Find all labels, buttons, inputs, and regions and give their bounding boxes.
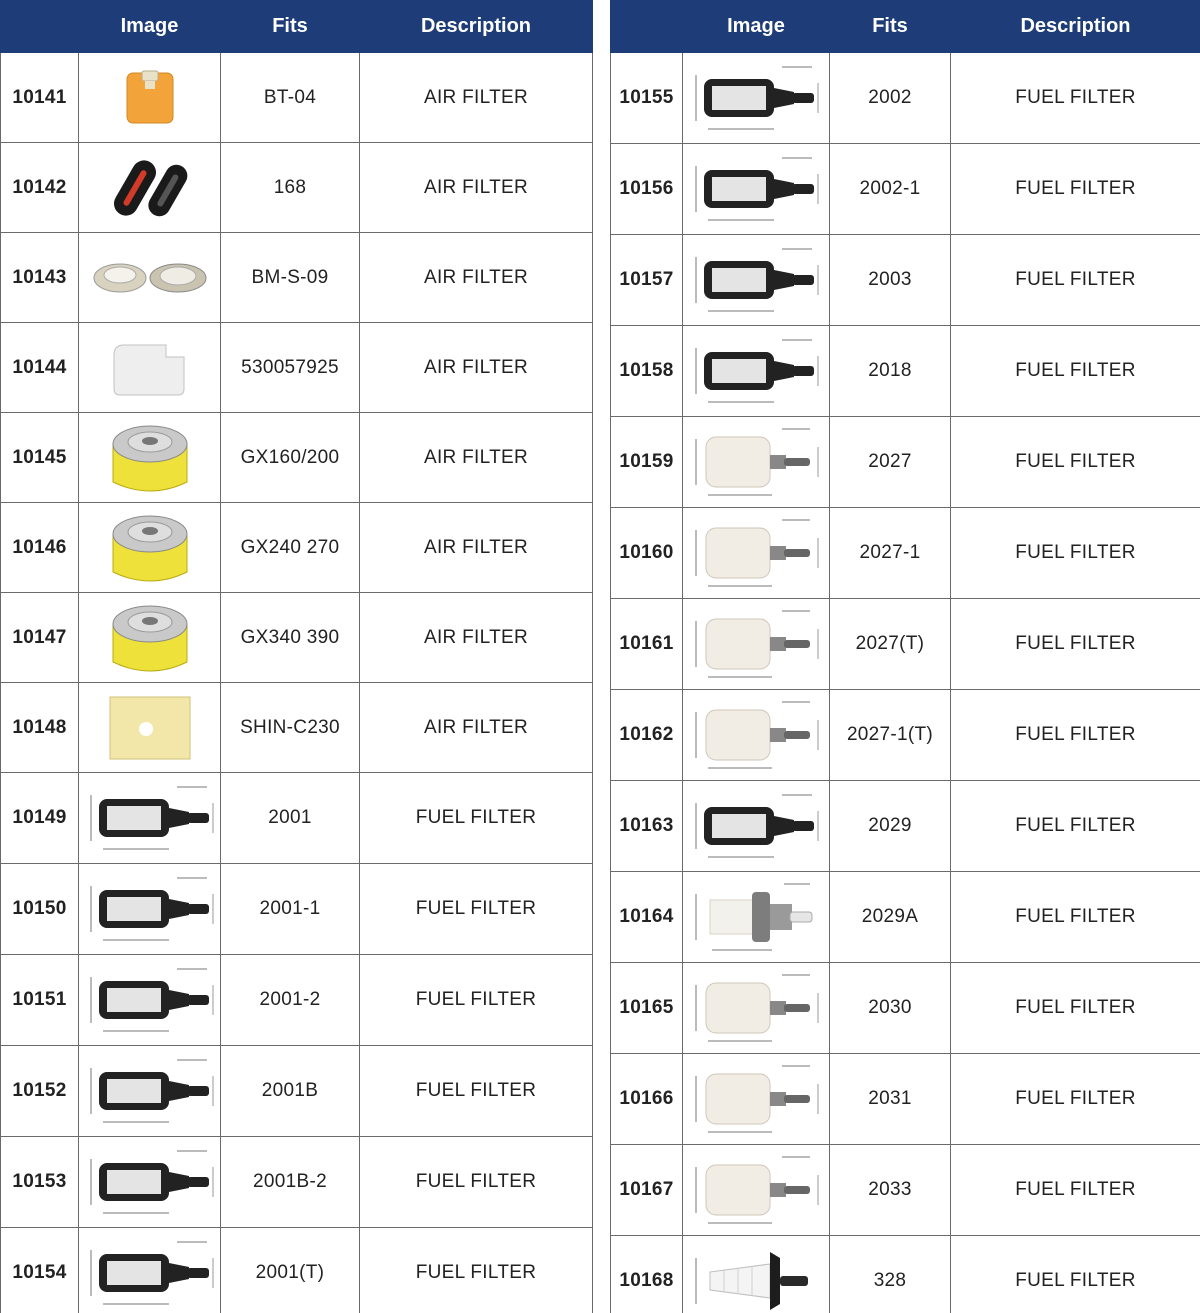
pleated-fuel-filter-icon (685, 1238, 827, 1313)
table-row (611, 508, 1200, 599)
product-description: FUEL FILTER (951, 1145, 1200, 1236)
product-fits: 2029A (830, 872, 951, 963)
mesh-fuel-filter-icon (81, 1048, 218, 1134)
product-code: 10163 (611, 781, 683, 872)
product-description: FUEL FILTER (360, 1137, 593, 1228)
product-code: 10162 (611, 690, 683, 781)
header-description: Description (360, 1, 593, 53)
product-code: 10160 (611, 508, 683, 599)
product-image-cell (683, 235, 830, 326)
mesh-fuel-filter-icon (685, 55, 827, 141)
product-description: FUEL FILTER (951, 1054, 1200, 1145)
product-fits: 2033 (830, 1145, 951, 1236)
mesh-fuel-filter-icon (81, 775, 218, 861)
product-fits: BT-04 (221, 53, 360, 143)
mesh-fuel-filter-icon (81, 957, 218, 1043)
product-fits: 328 (830, 1236, 951, 1313)
product-image-cell (79, 955, 221, 1046)
product-fits: GX340 390 (221, 593, 360, 683)
product-code: 10168 (611, 1236, 683, 1313)
felt-fuel-filter-icon (685, 1147, 827, 1233)
table-row (611, 1054, 1200, 1145)
header-row (1, 1, 593, 53)
header-fits: Fits (830, 1, 951, 53)
product-description: FUEL FILTER (360, 864, 593, 955)
square-foam-air-filter-icon (81, 63, 218, 133)
product-image-cell (683, 53, 830, 144)
product-description: AIR FILTER (360, 413, 593, 503)
header-code (1, 1, 79, 53)
felt-fuel-filter-icon (685, 510, 827, 596)
product-code: 10164 (611, 872, 683, 963)
table-row (1, 773, 593, 864)
product-description: FUEL FILTER (951, 690, 1200, 781)
product-description: FUEL FILTER (360, 773, 593, 864)
mesh-fuel-filter-icon (81, 1230, 218, 1313)
header-code (611, 1, 683, 53)
product-fits: 168 (221, 143, 360, 233)
product-code: 10151 (1, 955, 79, 1046)
table-row (1, 503, 593, 593)
product-image-cell (683, 1145, 830, 1236)
table-row (1, 955, 593, 1046)
table-row (611, 53, 1200, 144)
product-code: 10157 (611, 235, 683, 326)
white-felt-air-filter-icon (81, 333, 218, 403)
product-description: AIR FILTER (360, 503, 593, 593)
product-fits: 2001-1 (221, 864, 360, 955)
catalog-table-right (610, 0, 1200, 1313)
product-image-cell (683, 781, 830, 872)
product-description: AIR FILTER (360, 233, 593, 323)
table-row (611, 872, 1200, 963)
product-description: FUEL FILTER (951, 781, 1200, 872)
product-code: 10142 (1, 143, 79, 233)
product-code: 10147 (1, 593, 79, 683)
felt-fuel-filter-icon (685, 419, 827, 505)
product-fits: 2027 (830, 417, 951, 508)
felt-fuel-filter-icon (685, 965, 827, 1051)
table-row (1, 1137, 593, 1228)
mesh-fuel-filter-icon (685, 146, 827, 232)
product-image-cell (79, 323, 221, 413)
product-description: FUEL FILTER (951, 872, 1200, 963)
felt-fuel-filter-icon (685, 601, 827, 687)
product-code: 10144 (1, 323, 79, 413)
catalog-table-left (0, 0, 593, 1313)
product-image-cell (683, 508, 830, 599)
product-code: 10166 (611, 1054, 683, 1145)
product-image-cell (79, 143, 221, 233)
product-fits: 2003 (830, 235, 951, 326)
product-image-cell (683, 1236, 830, 1313)
product-code: 10143 (1, 233, 79, 323)
product-code: 10158 (611, 326, 683, 417)
product-description: AIR FILTER (360, 53, 593, 143)
product-code: 10146 (1, 503, 79, 593)
cylinder-air-filter-icon (81, 416, 218, 500)
header-row (611, 1, 1200, 53)
product-description: FUEL FILTER (360, 1228, 593, 1313)
product-code: 10167 (611, 1145, 683, 1236)
product-image-cell (79, 683, 221, 773)
product-code: 10152 (1, 1046, 79, 1137)
product-code: 10154 (1, 1228, 79, 1313)
product-fits: 2002 (830, 53, 951, 144)
product-image-cell (79, 1137, 221, 1228)
product-code: 10156 (611, 144, 683, 235)
table-row (611, 144, 1200, 235)
product-description: FUEL FILTER (951, 326, 1200, 417)
product-image-cell (683, 144, 830, 235)
product-image-cell (683, 326, 830, 417)
mesh-fuel-filter-icon (81, 866, 218, 952)
rows-right (611, 53, 1200, 1313)
product-image-cell (683, 872, 830, 963)
product-image-cell (79, 413, 221, 503)
table-row (1, 593, 593, 683)
product-fits: 2001B-2 (221, 1137, 360, 1228)
product-image-cell (79, 53, 221, 143)
product-fits: 2027(T) (830, 599, 951, 690)
product-fits: GX240 270 (221, 503, 360, 593)
header-description: Description (951, 1, 1200, 53)
product-fits: BM-S-09 (221, 233, 360, 323)
product-description: FUEL FILTER (951, 963, 1200, 1054)
product-code: 10149 (1, 773, 79, 864)
product-description: FUEL FILTER (951, 599, 1200, 690)
product-description: FUEL FILTER (951, 144, 1200, 235)
product-image-cell (79, 503, 221, 593)
product-image-cell (683, 1054, 830, 1145)
product-description: AIR FILTER (360, 323, 593, 413)
table-row (1, 413, 593, 503)
product-code: 10155 (611, 53, 683, 144)
table-row (611, 1145, 1200, 1236)
product-fits: 2027-1(T) (830, 690, 951, 781)
product-description: AIR FILTER (360, 143, 593, 233)
product-fits: 2002-1 (830, 144, 951, 235)
product-image-cell (683, 417, 830, 508)
product-fits: 2031 (830, 1054, 951, 1145)
product-fits: 530057925 (221, 323, 360, 413)
round-cup-air-filter-icon (81, 248, 218, 308)
product-image-cell (79, 593, 221, 683)
table-row (611, 963, 1200, 1054)
product-fits: 2029 (830, 781, 951, 872)
table-row (1, 864, 593, 955)
product-fits: 2018 (830, 326, 951, 417)
oval-air-filter-icon (81, 148, 218, 228)
product-code: 10141 (1, 53, 79, 143)
felt-disc-fuel-filter-icon (685, 874, 827, 960)
product-code: 10148 (1, 683, 79, 773)
product-description: FUEL FILTER (360, 1046, 593, 1137)
table-row (611, 599, 1200, 690)
product-image-cell (79, 864, 221, 955)
product-fits: 2001 (221, 773, 360, 864)
product-code: 10153 (1, 1137, 79, 1228)
table-row (611, 326, 1200, 417)
product-description: AIR FILTER (360, 593, 593, 683)
table-row (1, 1228, 593, 1313)
table-row (1, 143, 593, 233)
product-description: FUEL FILTER (360, 955, 593, 1046)
product-code: 10165 (611, 963, 683, 1054)
product-fits: GX160/200 (221, 413, 360, 503)
product-description: FUEL FILTER (951, 235, 1200, 326)
cylinder-air-filter-icon (81, 506, 218, 590)
table-row (611, 1236, 1200, 1313)
product-image-cell (79, 1228, 221, 1313)
foam-pad-air-filter-icon (81, 691, 218, 765)
table-row (1, 683, 593, 773)
product-code: 10161 (611, 599, 683, 690)
cylinder-air-filter-icon (81, 596, 218, 680)
rows-left (1, 53, 593, 1313)
table-row (611, 417, 1200, 508)
table-row (1, 53, 593, 143)
product-description: FUEL FILTER (951, 53, 1200, 144)
product-fits: SHIN-C230 (221, 683, 360, 773)
table-row (611, 235, 1200, 326)
product-description: FUEL FILTER (951, 508, 1200, 599)
product-image-cell (79, 773, 221, 864)
product-image-cell (79, 233, 221, 323)
felt-fuel-filter-icon (685, 1056, 827, 1142)
table-row (611, 781, 1200, 872)
table-row (1, 233, 593, 323)
product-description: FUEL FILTER (951, 417, 1200, 508)
mesh-fuel-filter-icon (685, 783, 827, 869)
product-code: 10150 (1, 864, 79, 955)
product-code: 10145 (1, 413, 79, 503)
header-image: Image (79, 1, 221, 53)
product-image-cell (683, 963, 830, 1054)
product-fits: 2030 (830, 963, 951, 1054)
mesh-fuel-filter-icon (81, 1139, 218, 1225)
product-fits: 2001-2 (221, 955, 360, 1046)
product-fits: 2001(T) (221, 1228, 360, 1313)
mesh-fuel-filter-icon (685, 237, 827, 323)
table-row (1, 1046, 593, 1137)
table-row (1, 323, 593, 413)
mesh-fuel-filter-icon (685, 328, 827, 414)
product-description: FUEL FILTER (951, 1236, 1200, 1313)
product-code: 10159 (611, 417, 683, 508)
table-row (611, 690, 1200, 781)
product-image-cell (683, 599, 830, 690)
product-image-cell (683, 690, 830, 781)
header-fits: Fits (221, 1, 360, 53)
felt-fuel-filter-icon (685, 692, 827, 778)
product-fits: 2001B (221, 1046, 360, 1137)
product-description: AIR FILTER (360, 683, 593, 773)
product-image-cell (79, 1046, 221, 1137)
product-fits: 2027-1 (830, 508, 951, 599)
header-image: Image (683, 1, 830, 53)
